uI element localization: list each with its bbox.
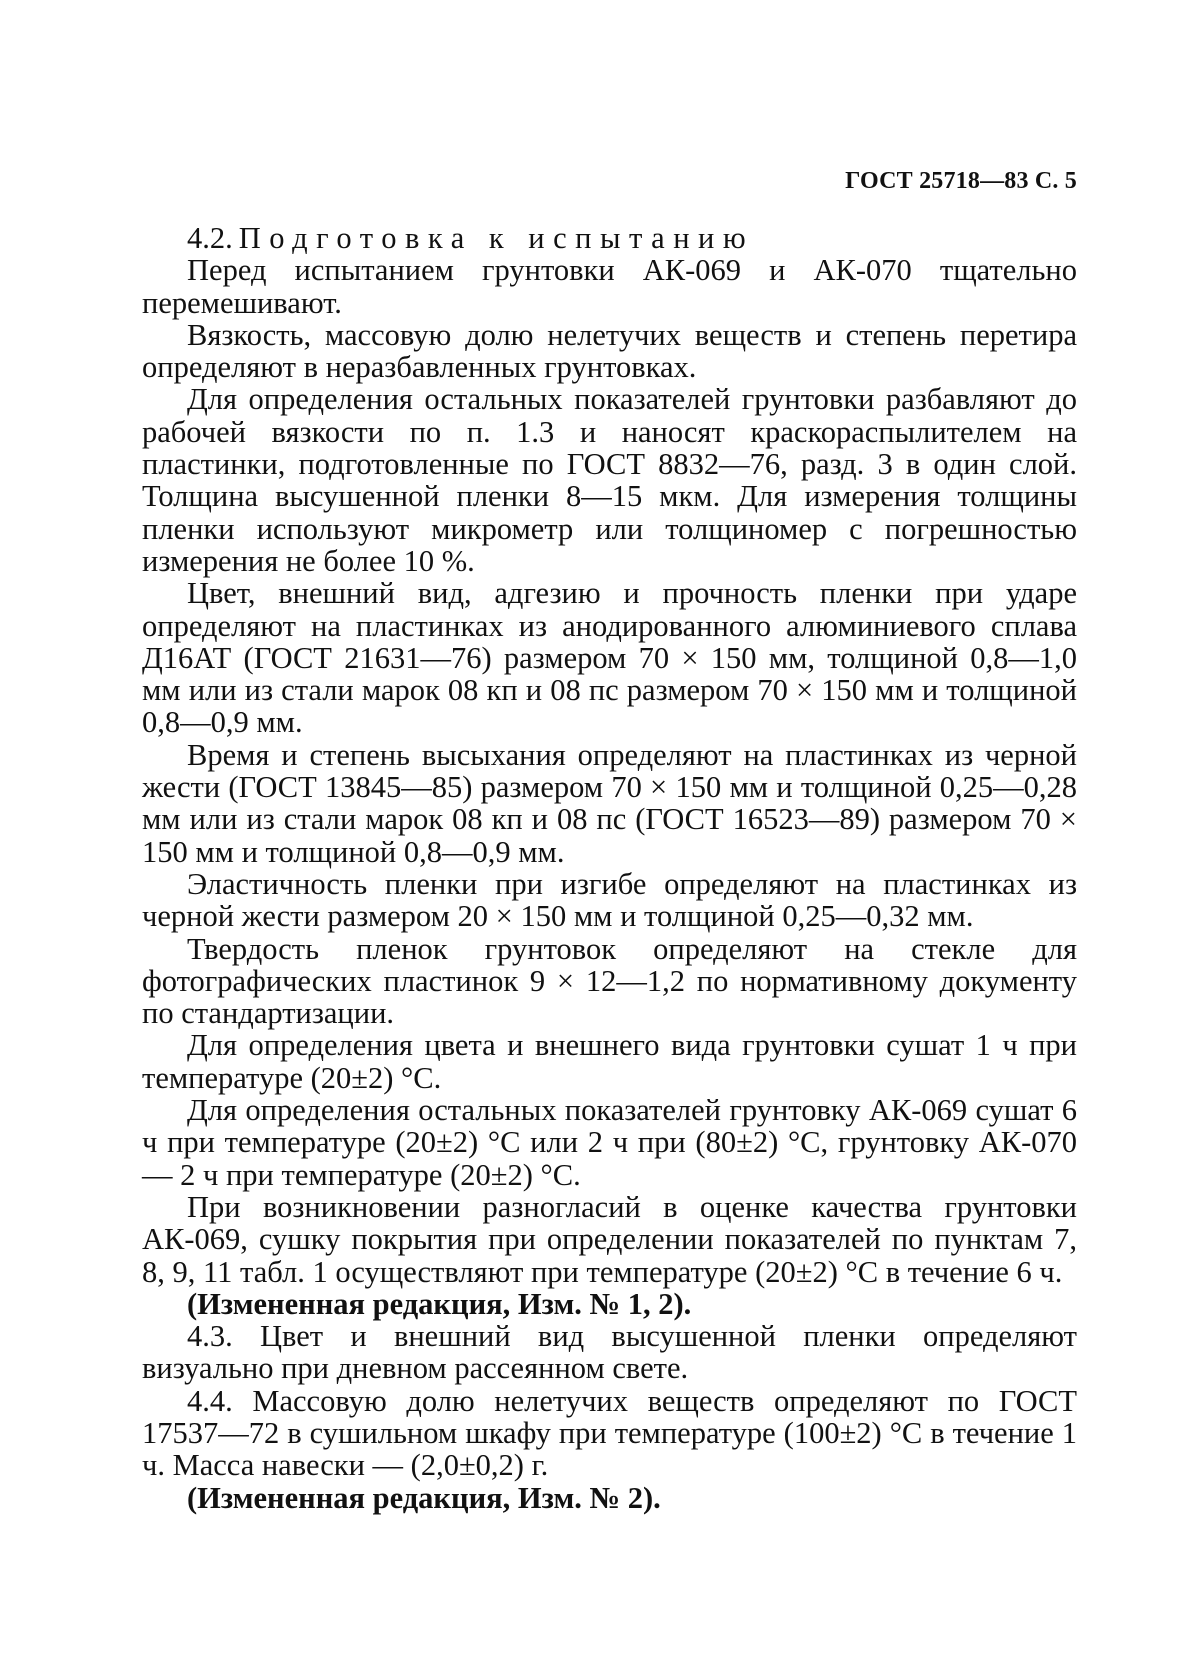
document-body [142,222,1077,1514]
paragraph: При возникновении разногласий в оценке качества грунтовки АК-069, сушку покрытия при определении показателей по пунктам 7, 8, 9, 11 табл. 1 осуществляют при температуре (20±2) °С в течение 6 ч. [142,1189,1077,1289]
section-4-3: 4.3. Цвет и внешний вид высушенной пленки определяют визуально при дневном рассеянном свете. [142,1319,1077,1386]
paragraph: Цвет, внешний вид, адгезию и прочность пленки при ударе определяют на пластинках из анодированного алюминиевого сплава Д16АТ (ГОСТ 21631—76) размером 70 × 150 мм, толщиной 0,8—1,0 мм или из стали марок 08 кп и 08 пс размером 70 × 150 мм и толщиной 0,8—0,9 мм. [142,576,1077,740]
section-number: 4.2. [187,221,233,255]
paragraph: Эластичность пленки при изгибе определяют на пластинках из черной жести размером 20 × 150 мм и толщиной 0,25—0,32 мм. [142,866,1077,934]
paragraph: Для определения остальных показателей грунтовки разбавляют до рабочей вязкости по п. 1.3 и наносят краскораспылителем на пластинки, подготовленные по ГОСТ 8832—76, разд. 3 в один слой. Толщина высушенной пленки 8—15 мкм. Для измерения толщины пленки используют микрометр или толщиномер с погрешностью измерения не более 10 %. [142,382,1077,578]
paragraph: Время и степень высыхания определяют на пластинках из черной жести (ГОСТ 13845—85) размером 70 × 150 мм и толщиной 0,25—0,28 мм или из стали марок 08 кп и 08 пс (ГОСТ 16523—89) размером 70 × 150 мм и толщиной 0,8—0,9 мм. [142,737,1077,869]
paragraph: Твердость пленок грунтовок определяют на стекле для фотографических пластинок 9 × 12—1,2 по нормативному документу по стандартизации. [142,931,1077,1031]
page-header: ГОСТ 25718—83 С. 5 [845,168,1077,194]
section-4-2-heading [142,222,1077,254]
paragraph: Перед испытанием грунтовки АК-069 и АК-070 тщательно перемешивают. [142,253,1077,320]
paragraph: Вязкость, массовую долю нелетучих веществ и степень перетира определяют в неразбавленных грунтовках. [142,317,1077,385]
paragraph: Для определения цвета и внешнего вида грунтовки сушат 1 ч при температуре (20±2) °С. [142,1028,1077,1095]
paragraph: Для определения остальных показателей грунтовку АК-069 сушат 6 ч при температуре (20±2) °С или 2 ч при (80±2) °С, грунтовку АК-070 — 2 ч при температуре (20±2) °С. [142,1093,1077,1192]
amendment-note: (Измененная редакция, Изм. № 2). [187,1480,661,1515]
section-title: Подготовка к испытанию [238,221,755,255]
section-4-4: 4.4. Массовую долю нелетучих веществ определяют по ГОСТ 17537—72 в сушильном шкафу при температуре (100±2) °С в течение 1 ч. Масса навески — (2,0±0,2) г. [142,1383,1077,1483]
amendment-note: (Измененная редакция, Изм. № 1, 2). [187,1286,692,1321]
